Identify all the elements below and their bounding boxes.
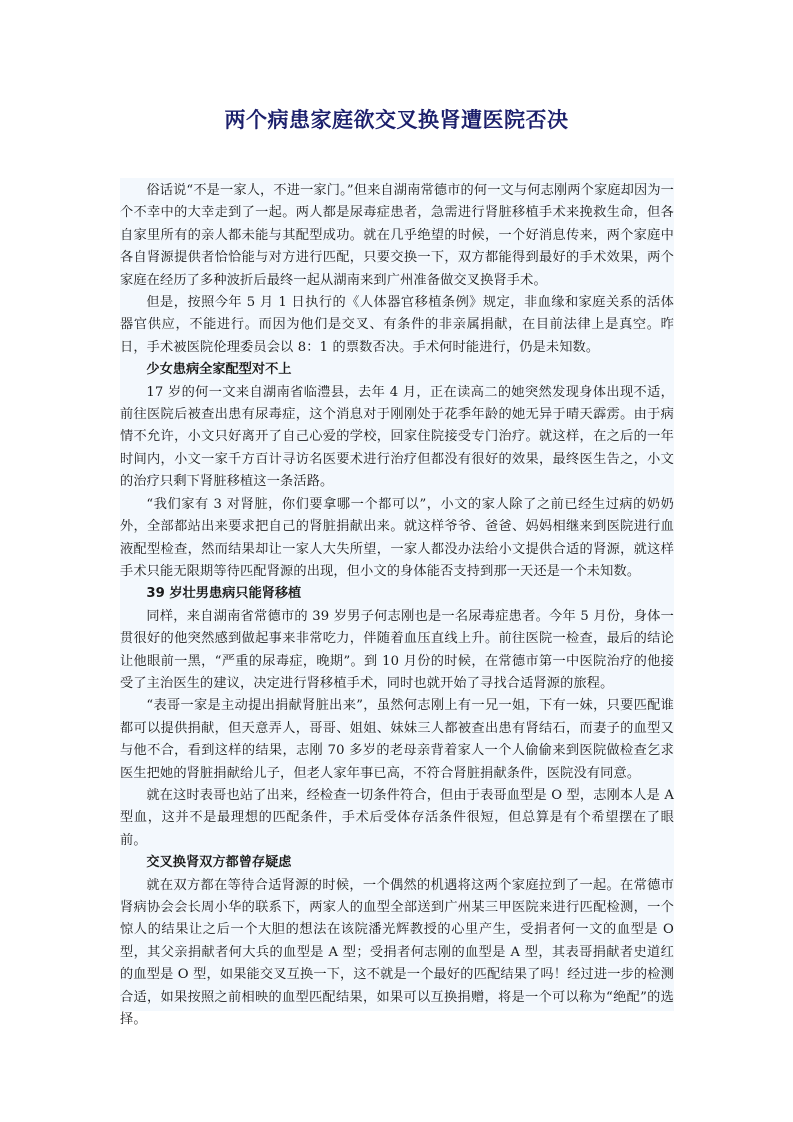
paragraph-exchange: 就在双方都在等待合适肾源的时候，一个偶然的机遇将这两个家庭拉到了一起。在常德市肾病协会会长周小华的联系下，两家人的血型全部送到广州某三甲医院来进行匹配检测，一个惊人的结果让之后一个大胆的想法在该院潘光辉教授的心里产生，受捐者何一文的血型是 O 型，其父亲捐献者何大兵的血型是 A 型；受捐者何志刚的血型是 A 型，其表哥捐献者史道红的血型是 O 型，如果能交叉互换一下，这不就是一个最好的匹配结果了吗！经过进一步的检测合适，如果按照之前相映的血型匹配结果，如果可以互换捐赠，将是一个可以称为“绝配”的选择。 [120, 877, 674, 1028]
paragraph-regulation: 但是，按照今年 5 月 1 日执行的《人体器官移植条例》规定，非血缘和家庭关系的活体器官供应，不能进行。而因为他们是交叉、有条件的非亲属捐献，在目前法律上是真空。昨日，手术被医院伦理委员会以 8：1 的票数否决。手术何时能进行，仍是未知数。 [120, 295, 674, 355]
section-heading-man: 39 岁壮男患病只能肾移植 [146, 586, 302, 602]
paragraph-girl-illness: 17 岁的何一文来自湖南省临澧县，去年 4 月，正在读高二的她突然发现身体出现不适，前往医院后被查出患有尿毒症，这个消息对于刚刚处于花季年龄的她无异于晴天霹雳。由于病情不允许，小文只好离开了自己心爱的学校，回家住院接受专门治疗。就这样，在之后的一年时间内，小文一家千方百计寻访名医要术进行治疗但都没有很好的效果，最终医生告之，小文的治疗只剩下肾脏移植这一条活路。 [120, 384, 674, 490]
paragraph-intro: 俗话说“不是一家人，不进一家门。”但来自湖南常德市的何一文与何志刚两个家庭却因为一个不幸中的大幸走到了一起。两人都是尿毒症患者，急需进行肾脏移植手术来挽救生命，但各自家里所有的亲人都未能与其配型成功。就在几乎绝望的时候，一个好消息传来，两个家庭中各自肾源提供者恰恰能与对方进行匹配，只要交换一下，双方都能得到最好的手术效果，两个家庭在经历了多种波折后最终一起从湖南来到广州准备做交叉换肾手术。 [120, 183, 674, 288]
paragraph-cousin: 就在这时表哥也站了出来，经检查一切条件符合，但由于表哥血型是 O 型，志刚本人是 A 型血，这并不是最理想的匹配条件，手术后受体存活条件很短，但总算是有个希望摆在了眼前。 [120, 787, 674, 848]
paragraph-girl-family: “我们家有 3 对肾脏，你们要拿哪一个都可以”，小文的家人除了之前已经生过病的奶奶外，全部都站出来要求把自己的肾脏捐献出来。就这样爷爷、爸爸、妈妈相继来到医院进行血液配型检查，然而结果却让一家人大失所望，一家人都没办法给小文提供合适的肾源，就这样手术只能无限期等待匹配肾源的出现，但小文的身体能否支持到那一天还是一个未知数。 [120, 496, 674, 579]
paragraph-man-illness: 同样，来自湖南省常德市的 39 岁男子何志刚也是一名尿毒症患者。今年 5 月份，身体一贯很好的他突然感到做起事来非常吃力，伴随着血压直线上升。前往医院一检查，最后的结论让他眼前一黑，“严重的尿毒症，晚期”。到 10 月份的时候，在常德市第一中医院治疗的他接受了主治医生的建议，决定进行肾移植手术，同时也就开始了寻找合适肾源的旅程。 [120, 608, 674, 691]
section-heading-exchange: 交叉换肾双方都曾存疑虑 [146, 855, 292, 871]
document-title: 两个病患家庭欲交叉换肾遭医院否决 [224, 108, 569, 132]
section-heading-girl: 少女患病全家配型对不上 [146, 362, 292, 378]
article-body [120, 178, 674, 1028]
paragraph-man-family: “表哥一家是主动提出捐献肾脏出来”，虽然何志刚上有一兄一姐，下有一妹，只要匹配谁都可以提供捐献，但天意弄人，哥哥、姐姐、妹妹三人都被查出患有肾结石，而妻子的血型又与他不合，看到这样的结果，志刚 70 多岁的老母亲背着家人一个人偷偷来到医院做检查乞求医生把她的肾脏捐献给儿子，但老人家年事已高，不符合肾脏捐献条件，医院没有同意。 [120, 698, 674, 781]
